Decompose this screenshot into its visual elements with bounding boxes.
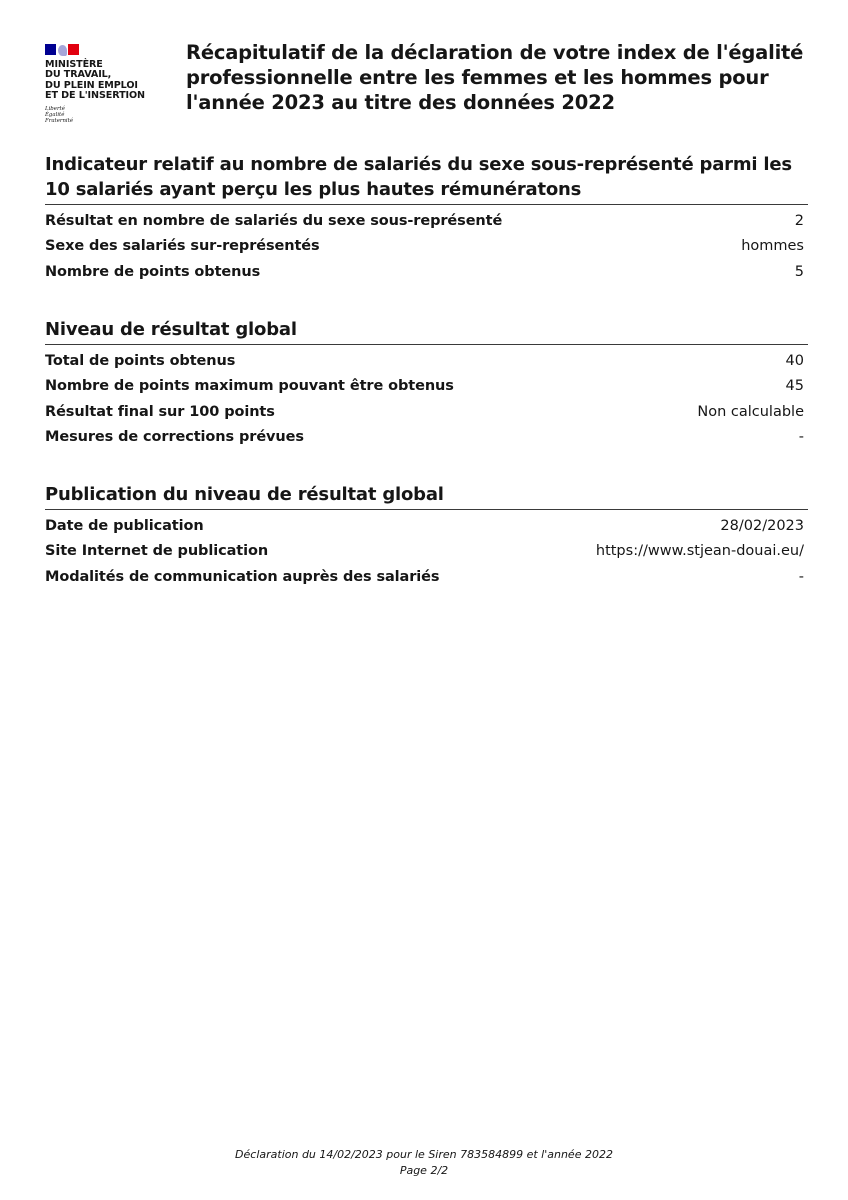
row-value: 28/02/2023 (720, 518, 804, 534)
row-communication-methods (45, 565, 808, 590)
row-label: Modalités de communication auprès des salariés (45, 568, 440, 585)
row-label: Résultat en nombre de salariés du sexe sous-représenté (45, 213, 503, 229)
flag-white-band (56, 44, 68, 55)
marianne-profile-icon (58, 45, 67, 56)
row-label: Sexe des salariés sur-représentés (45, 238, 320, 255)
row-label: Total de points obtenus (45, 353, 236, 369)
section-title: Niveau de résultat global (45, 317, 808, 345)
french-flag-icon (45, 44, 79, 55)
section-top10-indicator (45, 152, 808, 285)
ministry-name: MINISTÈRE DU TRAVAIL, DU PLEIN EMPLOI ET DE L'INSERTION (45, 59, 145, 102)
document-title: Récapitulatif de la déclaration de votre index de l'égalité professionnelle entre les femmes et les hommes pour l'année 2023 au titre des données 2022 (186, 41, 804, 114)
row-underrepresented-count (45, 209, 808, 234)
row-publication-date (45, 514, 808, 539)
section-rows (45, 510, 808, 590)
row-label: Nombre de points obtenus (45, 263, 261, 280)
section-rows (45, 205, 808, 285)
section-title: Publication du niveau de résultat global (45, 482, 808, 510)
flag-red-band (68, 44, 79, 55)
row-label: Nombre de points maximum pouvant être obtenus (45, 378, 454, 395)
row-publication-website (45, 539, 808, 564)
ministry-logo (45, 44, 175, 124)
row-total-points (45, 349, 808, 374)
row-points-obtained (45, 260, 808, 285)
section-rows (45, 345, 808, 450)
row-value: - (798, 428, 804, 445)
row-max-points (45, 374, 808, 399)
row-value: Non calculable (697, 403, 804, 420)
row-final-result (45, 400, 808, 425)
row-value: - (798, 568, 804, 585)
row-value: 45 (785, 378, 804, 395)
row-corrective-measures (45, 425, 808, 450)
row-label: Résultat final sur 100 points (45, 403, 275, 420)
page-footer (0, 1147, 848, 1179)
row-value: 5 (794, 263, 804, 280)
republic-motto: Liberté Égalité Fraternité (45, 105, 74, 124)
row-value: 2 (794, 213, 804, 229)
row-overrepresented-sex (45, 234, 808, 259)
row-label: Mesures de corrections prévues (45, 428, 304, 445)
row-value: https://www.stjean-douai.eu/ (595, 543, 804, 560)
row-value: hommes (741, 238, 804, 255)
section-publication (45, 482, 808, 590)
row-label: Site Internet de publication (45, 543, 269, 560)
section-global-result (45, 317, 808, 450)
row-value: 40 (785, 353, 804, 369)
footer-page-number: Page 2/2 (399, 1164, 449, 1177)
section-title: Indicateur relatif au nombre de salariés du sexe sous-représenté parmi les 10 salariés ayant perçu les plus hautes rémunératons (45, 152, 808, 205)
flag-blue-band (45, 44, 56, 55)
row-label: Date de publication (45, 518, 204, 534)
footer-declaration: Déclaration du 14/02/2023 pour le Siren 783584899 et l'année 2022 (235, 1148, 613, 1161)
